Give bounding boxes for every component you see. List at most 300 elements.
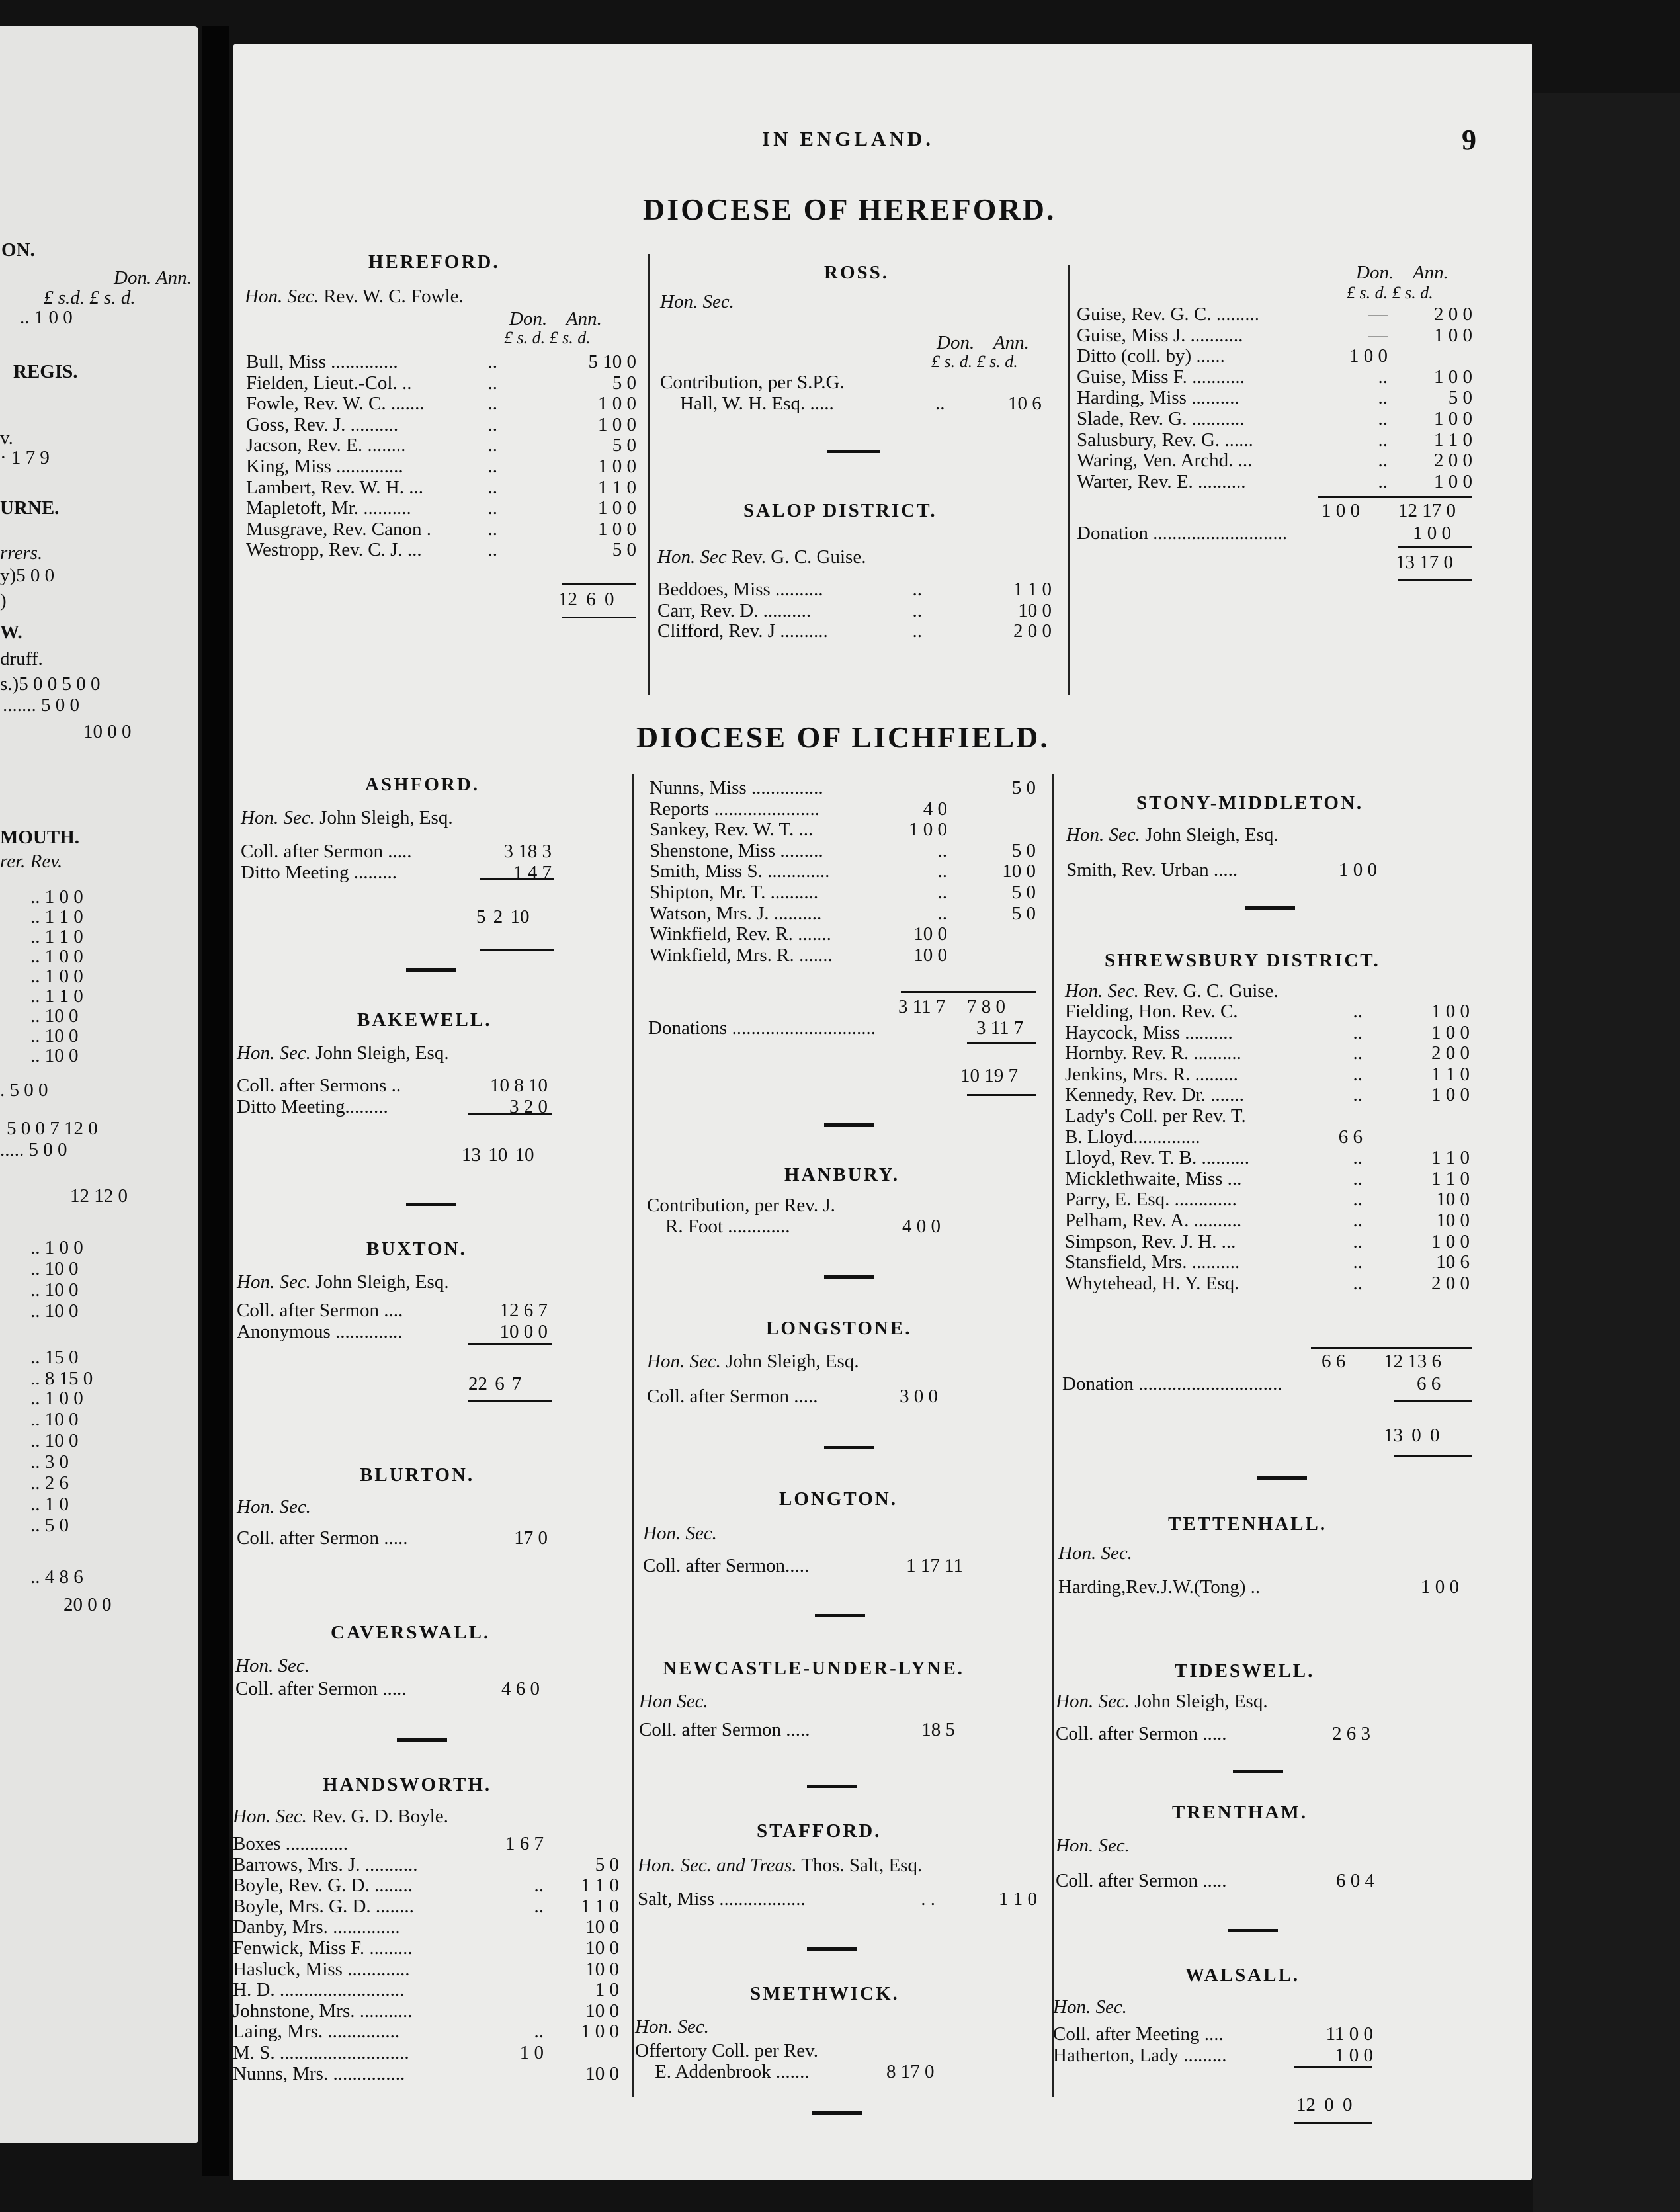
annual-amount: 1 0 (595, 1979, 619, 2001)
contribution-name: E. Addenbrook ....... (655, 2061, 810, 2082)
left-page-fragment: .. 1 0 0 (30, 886, 83, 908)
ledger-row (639, 1720, 1023, 1741)
hon-sec-line: Hon. Sec. John Sleigh, Esq. (237, 1271, 449, 1293)
column-units: £ s. d. £ s. d. (931, 352, 1018, 371)
ledger-row (246, 498, 636, 519)
annual-amount: 5 0 (612, 372, 636, 394)
section-title-shrewsbury: SHREWSBURY DISTRICT. (1105, 950, 1380, 971)
donation-amount: 3 0 0 (900, 1386, 938, 1407)
left-page-fragment: .. 10 0 (30, 1409, 79, 1430)
ledger-row (1065, 1064, 1475, 1085)
page-number: 9 (1462, 124, 1476, 156)
donation-amount: .. (1353, 1063, 1363, 1085)
donation-amount: 10 8 10 (490, 1075, 548, 1096)
donation-amount: .. (937, 881, 947, 903)
ledger-row (1077, 430, 1474, 451)
ledger-row (233, 1917, 623, 1938)
donation-amount: .. (534, 1875, 544, 1896)
contributor-name: Harding,Rev.J.W.(Tong) .. (1058, 1576, 1261, 1597)
ledger-row (1065, 1023, 1475, 1044)
contribution-line: Offertory Coll. per Rev. (635, 2040, 819, 2061)
guise-total: 13 17 0 (1396, 552, 1453, 573)
contributor-name: Guise, Rev. G. C. ......... (1077, 304, 1260, 325)
ledger-row (647, 1386, 1017, 1408)
left-page-fragment: .. 1 1 0 (30, 906, 83, 927)
contributor-name: Salusbury, Rev. G. ...... (1077, 429, 1253, 450)
ledger-row (237, 1528, 554, 1549)
ledger-row (233, 1938, 623, 1959)
contributor-name: Sankey, Rev. W. T. ... (650, 819, 814, 841)
ledger-row (657, 579, 1057, 601)
donation-amount: 18 5 (921, 1719, 955, 1740)
donation-amount: .. (487, 476, 497, 498)
annual-amount: 5 0 (1011, 839, 1036, 861)
ledger-row (643, 1556, 1027, 1577)
section-divider (397, 1738, 447, 1742)
donation-amount: .. (1353, 1168, 1363, 1189)
donation-amount: 1 4 7 (513, 861, 552, 883)
donation-amount: 2 6 3 (1332, 1723, 1370, 1744)
hon-sec-line: Hon. Sec. Rev. G. D. Boyle. (233, 1806, 448, 1827)
contributor-name: Micklethwaite, Miss ... (1065, 1168, 1242, 1189)
hereford-contributions (246, 352, 636, 561)
amount: 4 0 0 (902, 1216, 941, 1237)
contributor-name: Hornby. Rev. R. .......... (1065, 1042, 1241, 1064)
contributor-name: Fielden, Lieut.-Col. .. (246, 372, 412, 394)
annual-amount: 5 0 (612, 539, 636, 561)
contributor-name: Beddoes, Miss .......... (657, 579, 823, 600)
donation-amount: 10 0 0 (499, 1320, 548, 1342)
nunns-list-contributions (650, 778, 1036, 966)
annual-amount: 1 0 0 (598, 518, 636, 540)
annual-amount: 1 0 0 (598, 413, 636, 435)
section-divider (406, 968, 456, 972)
donation-label: Donation .............................. (1062, 1373, 1282, 1394)
contributor-name: Westropp, Rev. C. J. ... (246, 539, 422, 561)
ledger-row (246, 519, 636, 540)
ledger-row (233, 1855, 623, 1876)
left-page-fragment: W. (0, 622, 22, 643)
contributor-name: Lambert, Rev. W. H. ... (246, 476, 423, 498)
total-rule (1398, 579, 1472, 581)
ledger-row (1065, 1232, 1475, 1253)
ledger-row (241, 841, 558, 863)
subtotal-rule (901, 991, 1036, 993)
ledger-row (233, 2043, 623, 2064)
left-page-fragment: 5 0 0 7 12 0 (7, 1118, 98, 1139)
annual-amount: 5 0 (1011, 902, 1036, 924)
contributor-name: Haycock, Miss .......... (1065, 1021, 1233, 1043)
donation-amount: .. (937, 861, 947, 882)
annual-amount: 5 0 (612, 435, 636, 456)
contributor-name: Boxes ............. (233, 1833, 348, 1854)
column-header: Don. Ann. (937, 332, 1029, 353)
section-title-longstone: LONGSTONE. (766, 1318, 912, 1339)
ledger-row (1077, 346, 1474, 367)
total-rule (468, 1400, 552, 1402)
annual-amount: 1 1 0 (999, 1889, 1037, 1910)
ledger-row (233, 1959, 623, 1980)
hon-sec-line: Hon. Sec. and Treas. Thos. Salt, Esq. (638, 1855, 923, 1876)
donation-amount: .. (487, 393, 497, 415)
total-rule (562, 617, 636, 618)
left-page-fragment: .. 3 0 (30, 1451, 69, 1472)
column-units: £ s. d. £ s. d. (1347, 283, 1433, 302)
left-page-fragment: v. (0, 427, 13, 448)
contributor-name: Coll. after Sermon ..... (241, 841, 412, 862)
total-rule (480, 878, 554, 880)
ledger-row (246, 394, 636, 415)
section-title-newcastle: NEWCASTLE-UNDER-LYNE. (663, 1658, 964, 1679)
donation-amount: .. (1353, 1021, 1363, 1043)
section-divider (1233, 1770, 1283, 1773)
amount: 8 17 0 (886, 2061, 935, 2082)
donation-amount: 6 6 (1338, 1126, 1363, 1148)
stafford-contribution (638, 1889, 1037, 1910)
annual-amount: 1 1 0 (598, 476, 636, 498)
hon-sec-line: Hon. Sec. John Sleigh, Esq. (241, 807, 453, 828)
section-title-smethwick: SMETHWICK. (750, 1983, 900, 2004)
donation-amount: .. (1353, 1272, 1363, 1294)
donation-amount: .. (487, 372, 497, 394)
ledger-row (246, 435, 636, 456)
diocese-title: DIOCESE OF HEREFORD. (643, 192, 1056, 226)
annual-amount: 10 0 (585, 1916, 619, 1938)
donation-amount: 1 0 0 (1349, 345, 1388, 367)
ann-amount: 10 6 (1008, 393, 1042, 414)
ledger-row (650, 945, 1036, 966)
annual-amount: 1 0 0 (1431, 1001, 1470, 1022)
donation-amount: 4 6 0 (501, 1678, 540, 1699)
annual-amount: 1 1 0 (1013, 579, 1052, 600)
section-divider (406, 1203, 456, 1206)
caverswall-contribution (235, 1679, 553, 1700)
annual-amount: 5 0 (1011, 777, 1036, 798)
don-marker: .. (935, 393, 945, 414)
donation-amount: 1 0 0 (1339, 859, 1377, 880)
contributor-name: Warter, Rev. E. .......... (1077, 470, 1246, 492)
annual-amount: 1 1 0 (581, 1875, 619, 1896)
left-page-fragment: .. 1 0 0 (30, 946, 83, 967)
hon-sec-label: Hon. Sec. (660, 291, 734, 312)
donation-amount: .. (1378, 429, 1388, 450)
contributor-name: Danby, Mrs. .............. (233, 1916, 400, 1938)
ledger-row (1065, 1252, 1475, 1273)
donation-amount: .. (937, 839, 947, 861)
donation-amount: .. (1378, 387, 1388, 409)
donation-amount: . . (921, 1889, 935, 1910)
ledger-row (1077, 388, 1474, 409)
annual-amount: 10 0 (585, 2063, 619, 2084)
column-units: £ s. d. £ s. d. (504, 328, 591, 347)
donation-amount: 4 0 (923, 798, 947, 820)
left-page-fragment: .. 2 6 (30, 1472, 69, 1494)
annual-amount: 10 0 (585, 2000, 619, 2021)
subtotal-don: 1 0 0 (1322, 500, 1360, 521)
contributor-name: Laing, Mrs. ............... (233, 2021, 400, 2043)
ledger-row (1065, 1211, 1475, 1232)
contribution-name: Hall, W. H. Esq. ..... (680, 393, 834, 414)
total-rule (468, 1113, 552, 1115)
section-divider (824, 1275, 874, 1279)
donation-amount: 6 6 (1417, 1373, 1441, 1394)
donation-amount: 10 0 (913, 944, 947, 966)
column-rule (1068, 265, 1070, 695)
ledger-row (246, 373, 636, 394)
contributor-name: Kennedy, Rev. Dr. ....... (1065, 1084, 1244, 1106)
donation-amount: .. (937, 902, 947, 924)
left-page-fragment: ..... 5 0 0 (0, 1139, 67, 1160)
donation-amount: .. (1353, 1209, 1363, 1231)
hon-sec-label: Hon. Sec. (1053, 1996, 1127, 2018)
left-page-fragment: s.)5 0 0 5 0 0 (0, 673, 101, 695)
donation-amount: 17 0 (514, 1527, 548, 1549)
left-page-fragment: .. 1 0 0 (30, 1237, 83, 1258)
left-page-fragment: .. 1 1 0 (30, 986, 83, 1007)
annual-amount: 1 0 0 (598, 497, 636, 519)
left-page-fragment: £ s.d. £ s. d. (44, 287, 136, 308)
ledger-row (1065, 1148, 1475, 1169)
ledger-row (657, 621, 1057, 642)
ledger-row (650, 820, 1036, 841)
donation-amount: .. (1378, 450, 1388, 472)
contributor-name: Ditto Meeting ......... (241, 861, 398, 883)
contributor-name: Parry, E. Esq. ............. (1065, 1189, 1237, 1211)
section-title-handsworth: HANDSWORTH. (323, 1774, 492, 1795)
contributor-name: Musgrave, Rev. Canon . (246, 518, 432, 540)
ledger-row (1065, 1169, 1475, 1190)
donation-amount: .. (1378, 407, 1388, 429)
contributor-name: H. D. .......................... (233, 1979, 405, 2001)
contributor-name: Carr, Rev. D. .......... (657, 599, 812, 621)
total-rule (967, 1094, 1036, 1096)
section-title-stony-middleton: STONY-MIDDLETON. (1136, 792, 1364, 814)
hon-sec-label: Hon. Sec. (643, 1523, 717, 1544)
donation-amount: 12 6 7 (499, 1300, 548, 1321)
ledger-row (233, 1875, 623, 1896)
annual-amount: 2 0 0 (1434, 450, 1472, 472)
annual-amount: 10 6 (1436, 1252, 1470, 1273)
contribution-line: Contribution, per S.P.G. (660, 372, 845, 393)
subtotal-ann: 12 17 0 (1398, 500, 1456, 521)
annual-amount: 1 1 0 (581, 1895, 619, 1917)
ledger-row (1077, 450, 1474, 472)
left-page-fragment: .. 10 0 (30, 1279, 79, 1300)
column-header: Don. Ann. (509, 308, 602, 329)
annual-amount: 1 0 0 (1434, 470, 1472, 492)
donation-amount: .. (1353, 1230, 1363, 1252)
annual-amount: 5 0 (595, 1853, 619, 1875)
annual-amount: 10 0 (585, 1958, 619, 1980)
ledger-row (1077, 367, 1474, 388)
buxton-total: 22 6 7 (468, 1373, 522, 1394)
total-rule (1394, 1455, 1472, 1457)
left-page-fragment: .. 4 8 6 (30, 1566, 83, 1588)
column-rule (1052, 774, 1054, 2097)
ledger-row (1077, 472, 1474, 493)
donation-amount: — (1368, 304, 1388, 325)
total-rule (480, 949, 554, 951)
left-page-fragment: ) (0, 590, 7, 611)
hon-sec-label: Hon. Sec. (235, 1655, 310, 1676)
bakewell-total: 13 10 10 (462, 1144, 534, 1166)
contributor-name: Mapletoft, Mr. .......... (246, 497, 411, 519)
contributor-name: Bull, Miss .............. (246, 351, 398, 372)
tideswell-contribution (1056, 1724, 1452, 1745)
left-page-fragment: .. 10 0 (30, 1430, 79, 1451)
section-divider (812, 2111, 862, 2115)
section-title-trentham: TRENTHAM. (1172, 1802, 1308, 1823)
donation-amount: .. (1353, 1147, 1363, 1169)
hon-sec-line (245, 286, 464, 308)
total-rule (1294, 2066, 1372, 2068)
salop-contributions (657, 579, 1057, 642)
section-title-walsall: WALSALL. (1185, 1965, 1300, 1986)
ledger-row (246, 415, 636, 436)
left-page-fragment: .. 15 0 (30, 1347, 79, 1368)
contributor-name: Whytehead, H. Y. Esq. (1065, 1272, 1239, 1294)
left-page-fragment: .. 1 0 0 (20, 307, 73, 328)
annual-amount: 2 0 0 (1013, 620, 1052, 642)
ashford-total: 5 2 10 (476, 906, 530, 927)
guise-contributions (1077, 304, 1474, 492)
total-rule (1398, 546, 1472, 548)
section-title-blurton: BLURTON. (360, 1465, 475, 1486)
annual-amount: 2 0 0 (1434, 304, 1472, 325)
left-page-fragment: MOUTH. (0, 827, 80, 848)
ledger-row (1065, 1001, 1475, 1023)
annual-amount: 1 0 0 (598, 455, 636, 477)
ledger-row (1065, 1127, 1475, 1148)
ledger-row (1065, 1189, 1475, 1211)
left-page-fragment: .. 1 0 0 (30, 966, 83, 987)
contributor-name: Shenstone, Miss ......... (650, 839, 823, 861)
donation-amount: .. (1353, 1042, 1363, 1064)
annual-amount: 1 0 0 (1434, 324, 1472, 346)
annual-amount: 1 0 0 (598, 393, 636, 415)
annual-amount: 10 0 (1018, 599, 1052, 621)
contributor-name: Nunns, Mrs. ............... (233, 2063, 405, 2084)
lichfield-list-total: 10 19 7 (960, 1065, 1018, 1086)
annual-amount: 2 0 0 (1431, 1272, 1470, 1294)
tettenhall-contribution (1058, 1577, 1468, 1598)
annual-amount: 5 0 (1011, 881, 1036, 903)
buxton-contributions (237, 1300, 554, 1342)
contributor-name: Smith, Miss S. ............. (650, 861, 830, 882)
ledger-row (1065, 1085, 1475, 1106)
contributor-name: Johnstone, Mrs. ........... (233, 2000, 413, 2021)
contributor-name: Fielding, Hon. Rev. C. (1065, 1001, 1238, 1022)
left-page-fragment: .. 10 0 (30, 1045, 79, 1066)
section-title-ashford: ASHFORD. (365, 774, 480, 795)
total-rule (468, 1343, 552, 1345)
annual-amount: 1 0 0 (1434, 407, 1472, 429)
longton-contribution (643, 1556, 1027, 1577)
contributor-name: Simpson, Rev. J. H. ... (1065, 1230, 1236, 1252)
left-page-fragment: .. 10 0 (30, 1300, 79, 1322)
donation-amount: .. (487, 497, 497, 519)
ledger-row (1053, 2024, 1450, 2045)
newcastle-contribution (639, 1720, 1023, 1741)
contributor-name: Fenwick, Miss F. ......... (233, 1937, 413, 1959)
contributor-name: Ditto Meeting......... (237, 1095, 388, 1117)
hereford-total: 12 6 0 (558, 589, 614, 610)
section-divider (815, 1614, 865, 1617)
hon-sec-label: Hon. Sec. (1058, 1543, 1132, 1564)
walsall-total: 12 0 0 (1296, 2094, 1353, 2115)
contributor-name: Guise, Miss J. ........... (1077, 324, 1243, 346)
ledger-row (246, 478, 636, 499)
donation-amount: — (1368, 324, 1388, 346)
left-page-fragment: REGIS. (13, 361, 78, 382)
section-divider (1228, 1929, 1278, 1932)
donation-amount: .. (534, 1895, 544, 1917)
left-page-fragment: ....... 5 0 0 (3, 695, 79, 716)
ledger-row (650, 861, 1036, 882)
ashford-contributions (241, 841, 558, 883)
donation-amount: .. (487, 455, 497, 477)
stony-middleton-contribution (1066, 860, 1437, 881)
contributor-name: Boyle, Rev. G. D. ........ (233, 1875, 413, 1896)
shrewsbury-contributions (1065, 1001, 1475, 1294)
contributor-name: Hasluck, Miss ............. (233, 1958, 410, 1980)
subtotal-don: 6 6 (1322, 1351, 1346, 1372)
section-divider (827, 450, 880, 453)
donation-amount: 11 0 0 (1325, 2023, 1373, 2045)
contributor-name: B. Lloyd.............. (1065, 1126, 1200, 1148)
contributor-name: Coll. after Meeting .... (1053, 2023, 1224, 2045)
contributor-name: Hatherton, Lady ......... (1053, 2044, 1227, 2066)
shrewsbury-total: 13 0 0 (1384, 1425, 1440, 1446)
contributor-name: Coll. after Sermon ..... (647, 1386, 818, 1407)
contributor-name: Coll. after Sermons .. (237, 1075, 401, 1096)
contributor-name: King, Miss .............. (246, 455, 403, 477)
diocese-title: DIOCESE OF LICHFIELD. (636, 720, 1050, 754)
donation-amount: 3 18 3 (503, 841, 552, 862)
ledger-row (233, 2021, 623, 2043)
donations-label: Donations .............................. (648, 1017, 876, 1039)
contributor-name: Nunns, Miss ............... (650, 777, 823, 798)
donation-amount: 3 2 0 (509, 1095, 548, 1117)
contributor-name: Goss, Rev. J. .......... (246, 413, 399, 435)
annual-amount: 10 0 (585, 1937, 619, 1959)
contributor-name: Stansfield, Mrs. .......... (1065, 1252, 1240, 1273)
section-divider (824, 1446, 874, 1449)
dark-background (1533, 93, 1680, 2212)
donation-amount: 10 0 (913, 923, 947, 945)
subtotal-rule (1318, 496, 1472, 498)
contributor-name: Ditto (coll. by) ...... (1077, 345, 1225, 367)
donation-amount: .. (912, 599, 922, 621)
contributor-name: Shipton, Mr. T. .......... (650, 881, 819, 903)
blurton-contribution (237, 1528, 554, 1549)
ledger-row (233, 2064, 623, 2085)
left-page-fragment: .. 10 0 (30, 1258, 79, 1279)
hon-sec-label: Hon. Sec. (237, 1496, 311, 1517)
donation-amount: .. (534, 2021, 544, 2043)
hon-sec-label: Hon Sec. (639, 1691, 708, 1712)
left-page-fragment: .. 10 0 (30, 1025, 79, 1046)
hon-sec-line: Hon. Sec. John Sleigh, Esq. (1066, 824, 1279, 845)
donation-amount: 6 0 4 (1336, 1870, 1374, 1891)
left-page-fragment: y)5 0 0 (0, 565, 55, 586)
ledger-row (1065, 1106, 1475, 1127)
ledger-row (650, 904, 1036, 925)
book-gutter (202, 26, 229, 2176)
ledger-row (237, 1076, 554, 1097)
annual-amount: 10 0 (1436, 1189, 1470, 1211)
section-divider (807, 1947, 857, 1951)
